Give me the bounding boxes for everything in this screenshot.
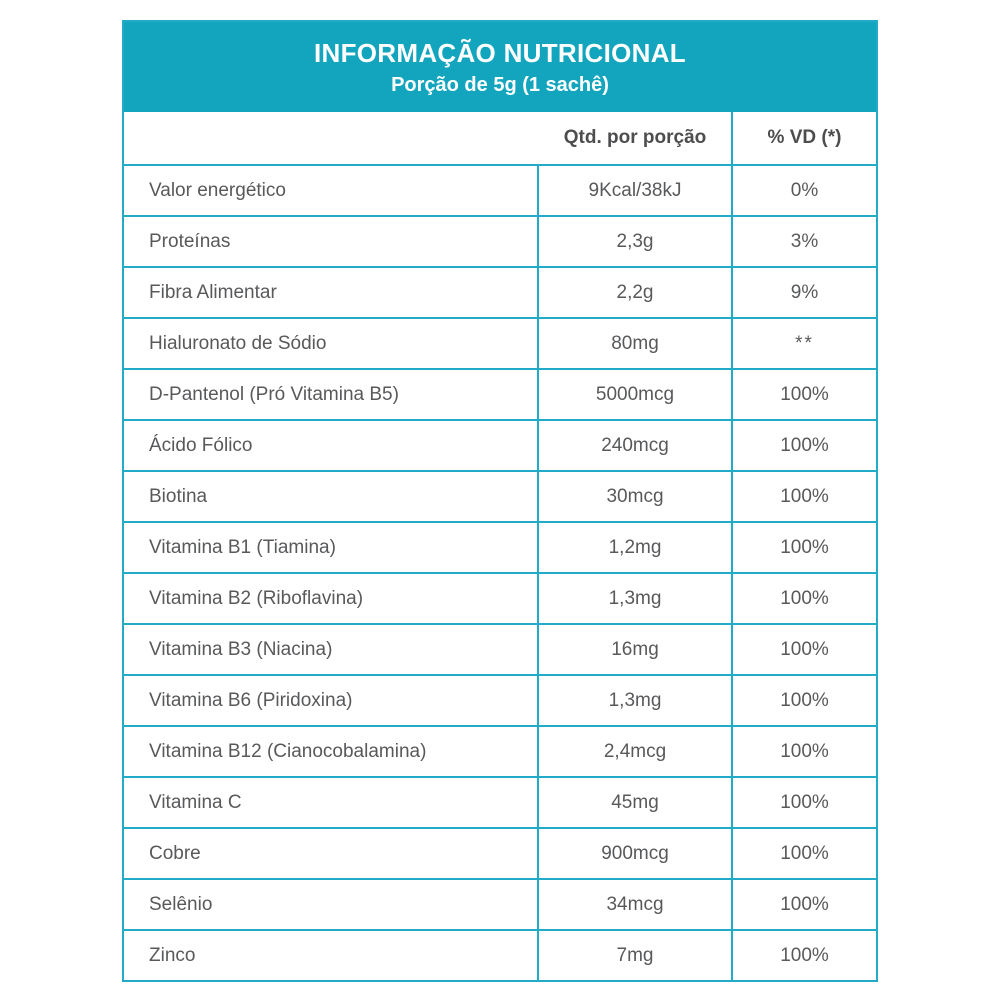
row-name: Hialuronato de Sódio bbox=[149, 332, 327, 354]
table-row bbox=[124, 266, 876, 317]
column-header-row bbox=[124, 112, 876, 164]
row-qty: 240mcg bbox=[537, 421, 733, 470]
row-qty: 34mcg bbox=[537, 880, 733, 929]
row-qty: 80mg bbox=[537, 319, 733, 368]
row-vd: 100% bbox=[780, 485, 829, 507]
row-qty: 5000mcg bbox=[537, 370, 733, 419]
table-row bbox=[124, 929, 876, 980]
row-qty: 9Kcal/38kJ bbox=[537, 166, 733, 215]
row-name: Biotina bbox=[149, 485, 208, 507]
nutrition-label-header bbox=[124, 22, 876, 112]
row-qty: 7mg bbox=[537, 931, 733, 980]
row-name: Valor energético bbox=[149, 179, 286, 201]
row-vd: 100% bbox=[780, 689, 829, 711]
row-qty: 2,2g bbox=[537, 268, 733, 317]
row-name: Vitamina B12 (Cianocobalamina) bbox=[149, 740, 427, 762]
table-row bbox=[124, 368, 876, 419]
table-row bbox=[124, 164, 876, 215]
row-name: Fibra Alimentar bbox=[149, 281, 277, 303]
row-vd: 3% bbox=[790, 230, 819, 252]
table-row bbox=[124, 572, 876, 623]
row-qty: 45mg bbox=[537, 778, 733, 827]
column-header-vd: % VD (*) bbox=[767, 127, 842, 148]
row-qty: 1,3mg bbox=[537, 574, 733, 623]
row-qty: 900mcg bbox=[537, 829, 733, 878]
table-row bbox=[124, 725, 876, 776]
row-name: Vitamina C bbox=[149, 791, 242, 813]
table-row bbox=[124, 419, 876, 470]
row-vd: 100% bbox=[780, 536, 829, 558]
table-row bbox=[124, 623, 876, 674]
row-qty: 16mg bbox=[537, 625, 733, 674]
row-vd: 100% bbox=[780, 638, 829, 660]
table-row bbox=[124, 521, 876, 572]
row-vd: 100% bbox=[780, 740, 829, 762]
table-row bbox=[124, 878, 876, 929]
label-title: INFORMAÇÃO NUTRICIONAL bbox=[313, 37, 686, 68]
row-vd: 0% bbox=[790, 179, 819, 201]
row-vd: 100% bbox=[780, 893, 829, 915]
row-qty: 2,4mcg bbox=[537, 727, 733, 776]
row-name: Vitamina B6 (Piridoxina) bbox=[149, 689, 353, 711]
row-name: Proteínas bbox=[149, 230, 231, 252]
table-row bbox=[124, 827, 876, 878]
table-row bbox=[124, 317, 876, 368]
row-vd: 100% bbox=[780, 383, 829, 405]
row-qty: 30mcg bbox=[537, 472, 733, 521]
row-name: Cobre bbox=[149, 842, 201, 864]
label-subtitle: Porção de 5g (1 sachê) bbox=[391, 73, 609, 96]
row-name: Selênio bbox=[149, 893, 213, 915]
row-vd: 100% bbox=[780, 434, 829, 456]
table-row bbox=[124, 215, 876, 266]
row-vd: 100% bbox=[780, 791, 829, 813]
row-name: D-Pantenol (Pró Vitamina B5) bbox=[149, 383, 399, 405]
table-row bbox=[124, 674, 876, 725]
row-name: Vitamina B2 (Riboflavina) bbox=[149, 587, 364, 609]
row-vd: ** bbox=[795, 332, 814, 354]
row-vd: 9% bbox=[790, 281, 819, 303]
nutrition-label bbox=[122, 20, 878, 982]
table-row bbox=[124, 470, 876, 521]
row-qty: 2,3g bbox=[537, 217, 733, 266]
row-name: Zinco bbox=[149, 944, 196, 966]
row-qty: 1,2mg bbox=[537, 523, 733, 572]
row-vd: 100% bbox=[780, 587, 829, 609]
row-vd: 100% bbox=[780, 842, 829, 864]
row-qty: 1,3mg bbox=[537, 676, 733, 725]
column-header-qty: Qtd. por porção bbox=[537, 112, 733, 164]
row-name: Ácido Fólico bbox=[149, 434, 253, 456]
table-row bbox=[124, 776, 876, 827]
row-name: Vitamina B3 (Niacina) bbox=[149, 638, 333, 660]
row-vd: 100% bbox=[780, 944, 829, 966]
row-name: Vitamina B1 (Tiamina) bbox=[149, 536, 336, 558]
column-header-name bbox=[124, 112, 537, 164]
